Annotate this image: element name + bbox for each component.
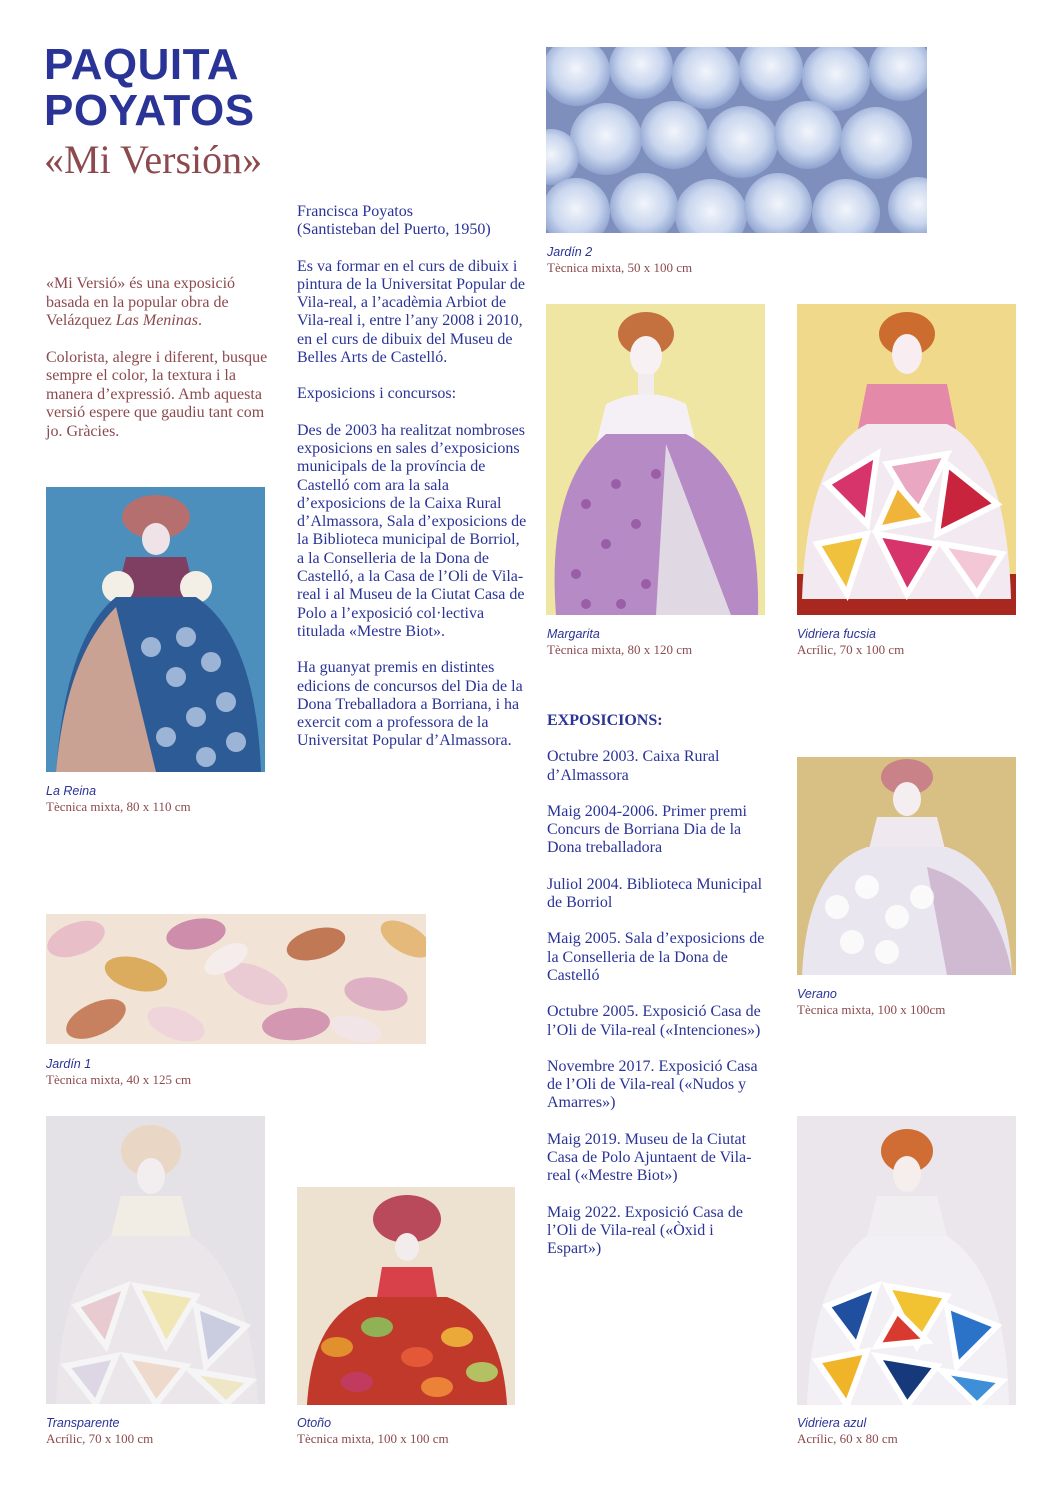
artist-last-name: POYATOS: [44, 86, 255, 135]
caption-title-transparente: Transparente: [46, 1416, 120, 1430]
bio-exhibitions-heading: Exposicions i concursos:: [297, 385, 457, 403]
painting-vidriera-azul: [797, 1116, 1016, 1405]
caption-title-jardin-1: Jardín 1: [46, 1057, 92, 1071]
exhibitions-list: [547, 712, 767, 1277]
painting-verano: [797, 757, 1016, 975]
caption-title-verano: Verano: [797, 987, 837, 1001]
caption-tech-la-reina: Tècnica mixta, 80 x 110 cm: [46, 799, 191, 814]
caption-title-vidriera-azul: Vidriera azul: [797, 1416, 867, 1430]
caption-title-margarita: Margarita: [547, 627, 600, 641]
exhibition-item: Maig 2022. Exposició Casa de l’Oli de Vila-real («Òxid i Espart»): [547, 1203, 743, 1258]
intro-paragraph-2: Colorista, alegre i diferent, busque sempre el color, la textura i la manera d’expressió. Amb aquesta versió espere que gaudiu tant com jo. Gràcies.: [46, 348, 268, 440]
painting-otono: [297, 1187, 515, 1405]
caption-tech-transparente: Acrílic, 70 x 100 cm: [46, 1431, 154, 1446]
exhibition-item: Maig 2004-2006. Primer premi Concurs de Borriana Dia de la Dona treballadora: [547, 802, 747, 857]
caption-title-vidriera-fucsia: Vidriera fucsia: [797, 627, 876, 641]
bio-training: Es va formar en el curs de dibuix i pintura de la Universitat Popular de Vila-real, a l’acadèmia Arbiot de Vila-real i, entre l’any 2008 i 2010, en el curs de dibuix del Museu de Belles Arts de Castelló.: [297, 257, 525, 367]
caption-tech-vidriera-fucsia: Acrílic, 70 x 100 cm: [797, 642, 905, 657]
bio-awards: Ha guanyat premis en distintes edicions de concursos del Dia de la Dona Treballadora a Borriana, i ha exercit com a professora de la Universitat Popular d’Almassora.: [297, 659, 523, 750]
exhibition-item: Maig 2019. Museu de la Ciutat Casa de Polo Ajuntaent de Vila-real («Mestre Biot»): [547, 1130, 752, 1185]
exhibition-item: Maig 2005. Sala d’exposicions de la Conselleria de la Dona de Castelló: [547, 930, 765, 984]
painting-margarita: [546, 304, 765, 615]
caption-tech-verano: Tècnica mixta, 100 x 100cm: [797, 1002, 946, 1017]
painting-la-reina: [46, 487, 265, 772]
artist-bio: [297, 203, 527, 769]
caption-tech-margarita: Tècnica mixta, 80 x 120 cm: [547, 642, 693, 657]
bio-exhibitions: Des de 2003 ha realitzat nombroses exposicions en sales d’exposicions municipals de la província de Castelló com ara la sala d’exposicions de la Caixa Rural d’Almassora, Sala d’exposicions de la Biblioteca municipal de Borriol, a la Conselleria de la Dona de Castelló, a la Casa de l’Oli de Vila-real i al Museu de la Ciutat Casa de Polo a l’exposició col·lectiva titulada «Mestre Biot».: [297, 421, 527, 640]
artist-first-name: PAQUITA: [44, 40, 239, 89]
exhibition-item: Juliol 2004. Biblioteca Municipal de Borriol: [547, 875, 763, 912]
exhibition-item: Octubre 2005. Exposició Casa de l’Oli de Vila-real («Intenciones»): [547, 1003, 761, 1039]
exhibition-subtitle: «Mi Versión»: [44, 137, 263, 182]
intro-paragraph-1: «Mi Versió» és una exposició basada en la popular obra de Velázquez Las Meninas.: [46, 275, 236, 329]
painting-transparente: [46, 1116, 265, 1404]
caption-title-jardin-2: Jardín 2: [547, 245, 593, 259]
exhibitions-heading: EXPOSICIONS:: [547, 712, 663, 729]
exhibition-item: Octubre 2003. Caixa Rural d’Almassora: [547, 748, 720, 784]
caption-tech-jardin-2: Tècnica mixta, 50 x 100 cm: [547, 260, 693, 275]
painting-vidriera-fucsia: [797, 304, 1016, 615]
painting-jardin-2: [546, 47, 927, 233]
caption-tech-otono: Tècnica mixta, 100 x 100 cm: [297, 1431, 449, 1446]
bio-header: Francisca Poyatos (Santisteban del Puerto, 1950): [297, 203, 491, 239]
caption-title-otono: Otoño: [297, 1416, 332, 1430]
caption-title-la-reina: La Reina: [46, 784, 97, 798]
painting-jardin-1: [46, 914, 426, 1044]
exhibition-item: Novembre 2017. Exposició Casa de l’Oli de Vila-real («Nudos y Amarres»): [547, 1057, 758, 1112]
intro-text: [46, 275, 276, 459]
caption-tech-vidriera-azul: Acrílic, 60 x 80 cm: [797, 1431, 898, 1446]
caption-tech-jardin-1: Tècnica mixta, 40 x 125 cm: [46, 1072, 192, 1087]
